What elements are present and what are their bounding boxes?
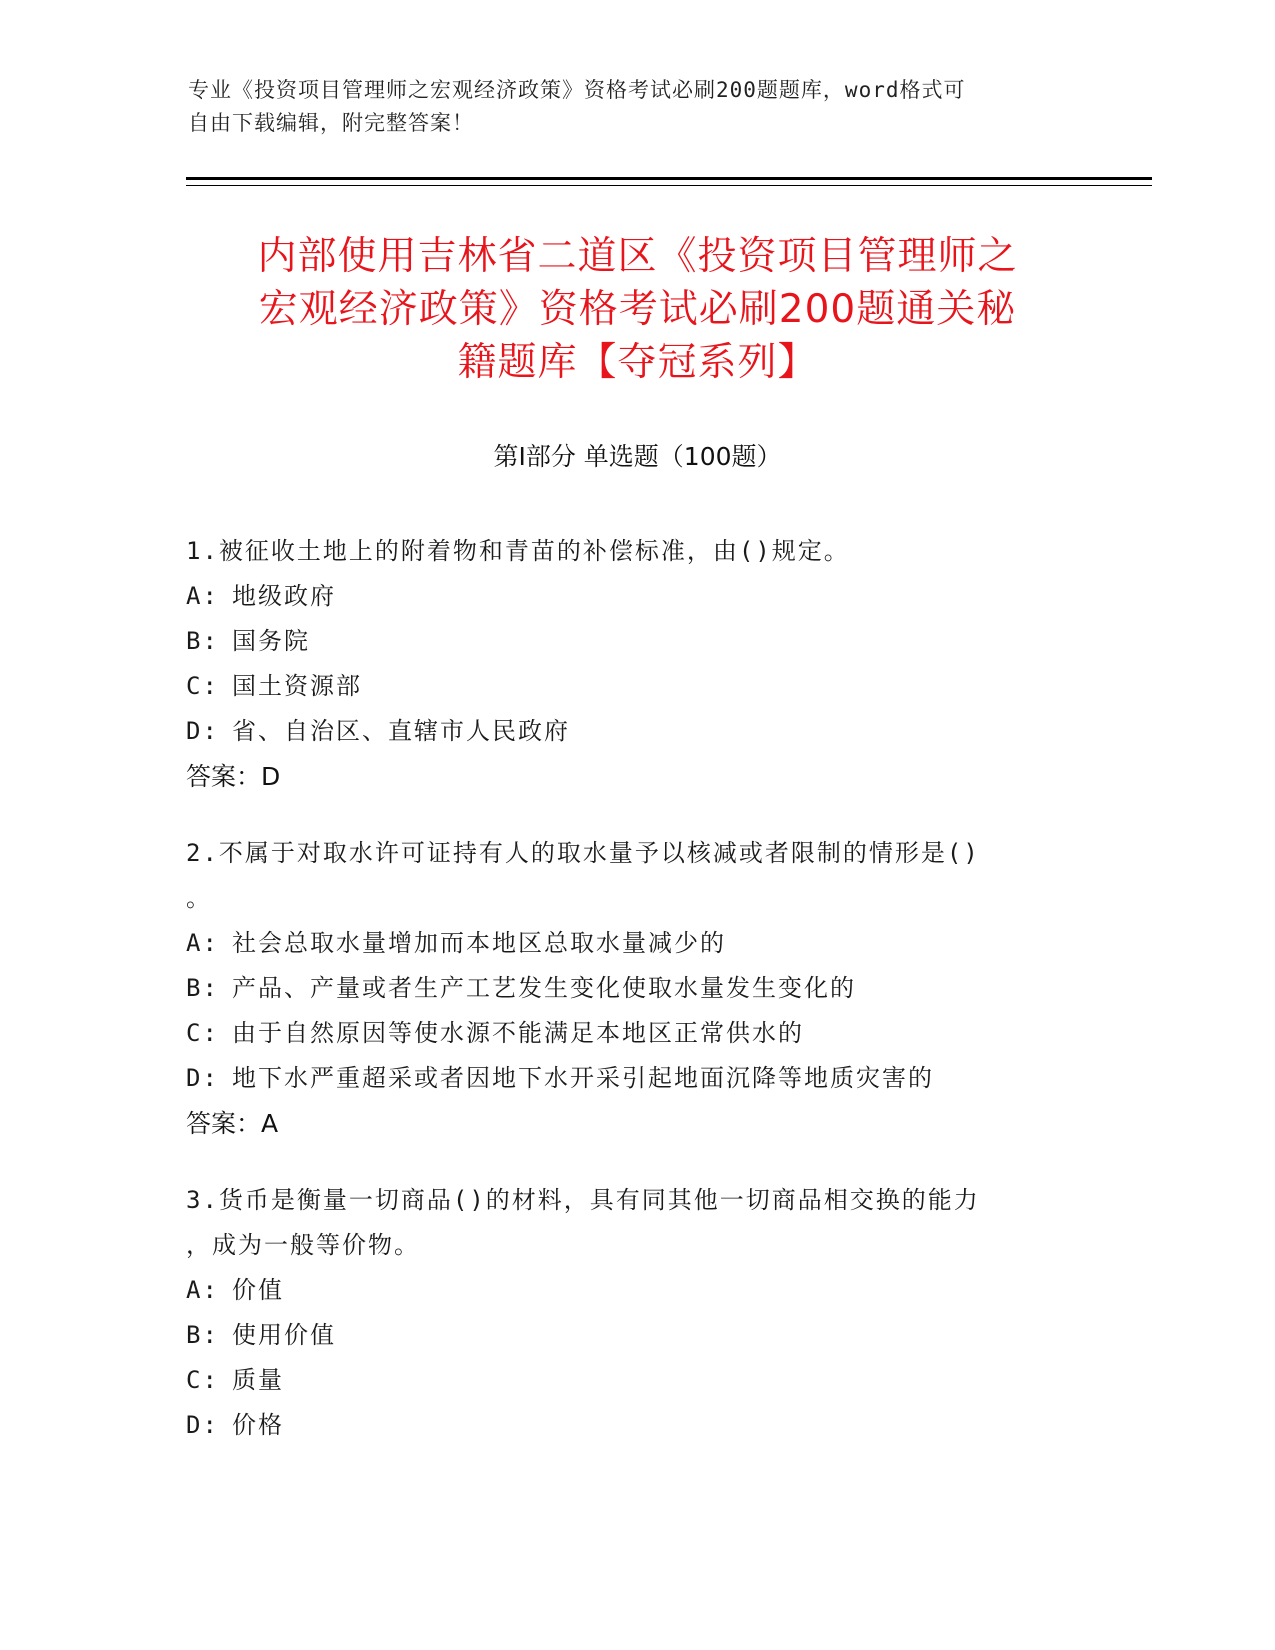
question-stem-continued: ，成为一般等价物。 [186, 1231, 420, 1259]
option-text: 国务院 [232, 627, 310, 655]
option-key: C: [186, 1366, 219, 1394]
option-text: 使用价值 [232, 1321, 336, 1349]
option-text: 社会总取水量增加而本地区总取水量减少的 [232, 929, 726, 957]
option-text: 价格 [232, 1411, 284, 1439]
option-c [186, 1011, 1086, 1056]
question-2 [186, 831, 1086, 1146]
question-stem-continued: 。 [186, 884, 212, 912]
question-1 [186, 529, 1086, 799]
option-key: A: [186, 582, 219, 610]
option-key: C: [186, 672, 219, 700]
option-text: 质量 [232, 1366, 284, 1394]
title-line-2: 宏观经济政策》资格考试必刷200题通关秘 [258, 287, 1017, 332]
answer-line: 答案：A [186, 1109, 279, 1138]
option-a [186, 1268, 1086, 1313]
option-key: B: [186, 974, 219, 1002]
option-text: 产品、产量或者生产工艺发生变化使取水量发生变化的 [232, 974, 856, 1002]
option-key: A: [186, 1276, 219, 1304]
section-heading: 第Ⅰ部分 单选题（100题） [493, 442, 782, 471]
header-note-line-1: 专业《投资项目管理师之宏观经济政策》资格考试必刷200题题库，word格式可 [188, 78, 966, 102]
document-title [150, 230, 1125, 389]
option-key: D: [186, 1064, 219, 1092]
option-d [186, 709, 1086, 754]
option-a [186, 574, 1086, 619]
option-b [186, 1313, 1086, 1358]
option-c [186, 664, 1086, 709]
question-stem: 3.货币是衡量一切商品()的材料，具有同其他一切商品相交换的能力 [186, 1186, 980, 1214]
option-key: A: [186, 929, 219, 957]
option-key: B: [186, 1321, 219, 1349]
option-d [186, 1403, 1086, 1448]
question-3 [186, 1178, 1086, 1448]
question-stem: 1.被征收土地上的附着物和青苗的补偿标准，由()规定。 [186, 537, 850, 565]
option-text: 地级政府 [232, 582, 336, 610]
option-text: 地下水严重超采或者因地下水开采引起地面沉降等地质灾害的 [232, 1064, 934, 1092]
option-text: 由于自然原因等使水源不能满足本地区正常供水的 [232, 1019, 804, 1047]
option-b [186, 619, 1086, 664]
question-stem: 2.不属于对取水许可证持有人的取水量予以核减或者限制的情形是() [186, 839, 980, 867]
option-key: D: [186, 1411, 219, 1439]
option-text: 省、自治区、直辖市人民政府 [232, 717, 570, 745]
title-line-3: 籍题库【夺冠系列】 [457, 340, 818, 385]
option-a [186, 921, 1086, 966]
question-list [186, 529, 1086, 1480]
header-rule-thin [186, 185, 1152, 186]
option-key: C: [186, 1019, 219, 1047]
header-rule-thick [186, 177, 1152, 180]
option-text: 国土资源部 [232, 672, 362, 700]
option-b [186, 966, 1086, 1011]
header-note [188, 74, 1068, 140]
title-line-1: 内部使用吉林省二道区《投资项目管理师之 [257, 234, 1018, 279]
option-text: 价值 [232, 1276, 284, 1304]
option-d [186, 1056, 1086, 1101]
option-c [186, 1358, 1086, 1403]
option-key: D: [186, 717, 219, 745]
option-key: B: [186, 627, 219, 655]
answer-line: 答案：D [186, 762, 281, 791]
header-note-line-2: 自由下载编辑，附完整答案！ [188, 111, 474, 135]
